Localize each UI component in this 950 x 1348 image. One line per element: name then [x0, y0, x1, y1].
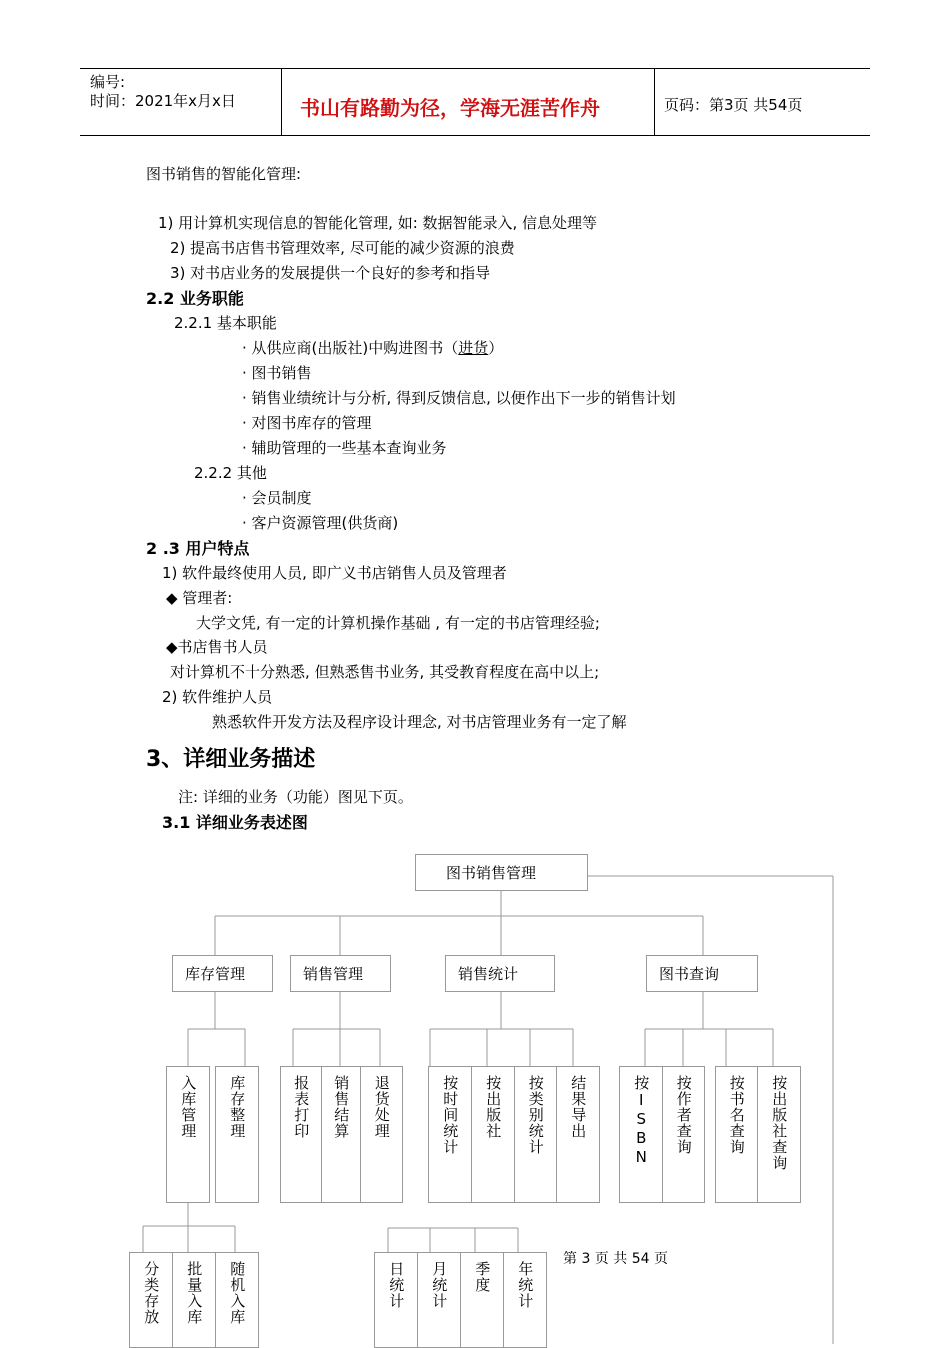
section-2-3-title: 2 .3 用户特点 [146, 539, 250, 558]
goal-item: 1) 用计算机实现信息的智能化管理, 如: 数据智能录入, 信息处理等 [158, 214, 598, 232]
node-return: 退货处理 [360, 1066, 403, 1203]
section-2-2-1-title: 2.2.1 基本职能 [174, 314, 277, 332]
intro-text: 图书销售的智能化管理: [146, 165, 302, 183]
other-item: · 客户资源管理(供货商) [242, 514, 399, 532]
function-item: · 销售业绩统计与分析, 得到反馈信息, 以便作出下一步的销售计划 [242, 389, 676, 407]
header-page-info: 页码：第3页 共54页 [664, 96, 803, 114]
node-query-publisher: 按出版社查询 [757, 1066, 801, 1203]
node-inventory-mgmt: 库存管理 [172, 955, 273, 992]
diagram-note: 注: 详细的业务（功能）图见下页。 [178, 788, 413, 806]
node-stat-by-category: 按类别统计 [514, 1066, 557, 1203]
section-2-2-2-title: 2.2.2 其他 [194, 464, 267, 482]
node-yearly-stats: 年统计 [503, 1252, 547, 1348]
user-item: 1) 软件最终使用人员, 即广义书店销售人员及管理者 [162, 564, 507, 582]
node-export-results: 结果导出 [556, 1066, 600, 1203]
node-batch-stock-in: 批量入库 [172, 1252, 216, 1348]
node-query-isbn: 按ISBN [619, 1066, 663, 1203]
header-number-label: 编号: [90, 73, 126, 91]
other-item: · 会员制度 [242, 489, 312, 507]
header-time-label: 时间：2021年x月x日 [90, 92, 236, 110]
goal-item: 2) 提高书店售书管理效率, 尽可能的减少资源的浪费 [170, 239, 515, 257]
node-stat-by-time: 按时间统计 [428, 1066, 472, 1203]
node-stock-sort: 库存整理 [215, 1066, 259, 1203]
node-query-title: 按书名查询 [715, 1066, 758, 1203]
node-sales-mgmt: 销售管理 [290, 955, 391, 992]
maintainer-desc: 熟悉软件开发方法及程序设计理念, 对书店管理业务有一定了解 [212, 713, 627, 731]
section-3-1-title: 3.1 详细业务表述图 [162, 813, 308, 832]
node-stock-in: 入库管理 [166, 1066, 210, 1203]
section-3-title: 3、详细业务描述 [146, 747, 316, 772]
node-sales-settle: 销售结算 [321, 1066, 361, 1203]
user-item: 2) 软件维护人员 [162, 688, 273, 706]
node-monthly-stats: 月统计 [417, 1252, 461, 1348]
node-stat-by-publisher: 按出版社 [471, 1066, 515, 1203]
header-motto: 书山有路勤为径，学海无涯苦作舟 [300, 96, 600, 120]
function-item-close: ） [488, 339, 504, 357]
node-query-author: 按作者查询 [662, 1066, 705, 1203]
section-2-2-title: 2.2 业务职能 [146, 289, 244, 308]
node-category-store: 分类存放 [129, 1252, 173, 1348]
goal-item: 3) 对书店业务的发展提供一个良好的参考和指导 [170, 264, 491, 282]
node-quarterly-stats: 季度 [460, 1252, 504, 1348]
node-root: 图书销售管理 [415, 854, 588, 891]
function-item: · 对图书库存的管理 [242, 414, 372, 432]
clerk-desc: 对计算机不十分熟悉, 但熟悉售书业务, 其受教育程度在高中以上; [170, 663, 600, 681]
node-book-query: 图书查询 [646, 955, 758, 992]
node-sales-stats: 销售统计 [445, 955, 555, 992]
node-daily-stats: 日统计 [374, 1252, 418, 1348]
purchase-link[interactable]: 进货 [458, 339, 489, 357]
manager-title: ◆ 管理者: [166, 589, 233, 607]
manager-desc: 大学文凭, 有一定的计算机操作基础 , 有一定的书店管理经验; [196, 614, 600, 632]
node-random-stock-in: 随机入库 [215, 1252, 259, 1348]
function-item-text: · 从供应商(出版社)中购进图书（ [242, 339, 459, 357]
footer-page-number: 第 3 页 共 54 页 [563, 1251, 668, 1267]
function-item: · 辅助管理的一些基本查询业务 [242, 439, 447, 457]
clerk-title: ◆书店售书人员 [166, 638, 268, 656]
function-item: · 图书销售 [242, 364, 312, 382]
node-report-print: 报表打印 [280, 1066, 322, 1203]
